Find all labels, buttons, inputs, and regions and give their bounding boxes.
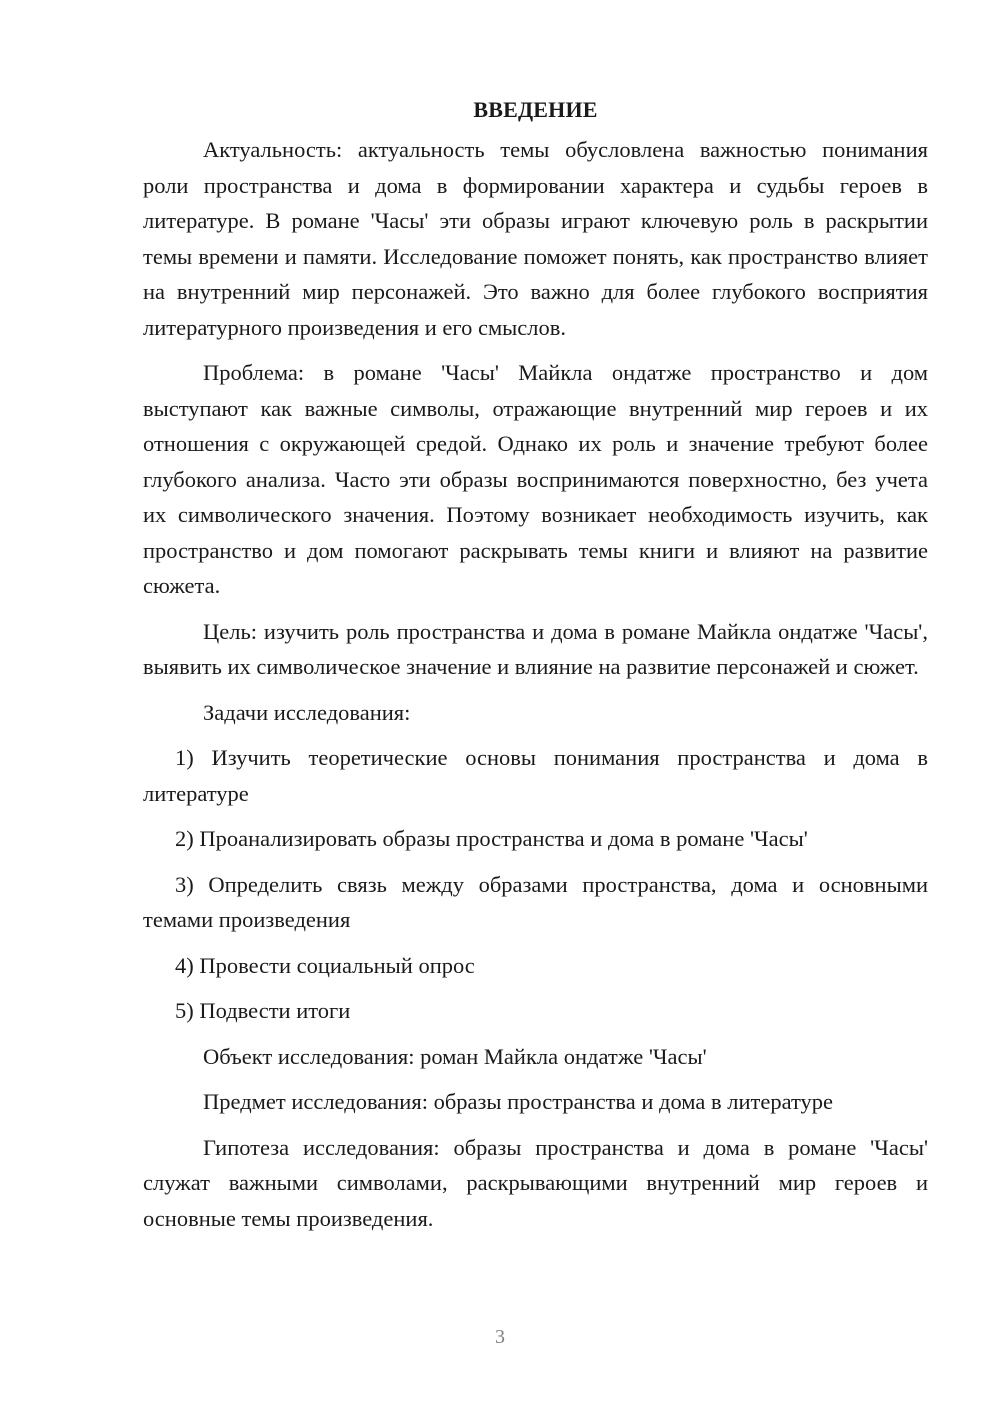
paragraph-subject: Предмет исследования: образы пространства и дома в литературе — [203, 1089, 834, 1114]
paragraph-relevance: Актуальность: актуальность темы обусловлена важностью понимания роли пространства и дома в формировании характера и судьбы героев в литературе. В романе 'Часы' эти образы играют ключевую роль в раскрытии темы времени и памяти. Исследование поможет понять, как пространство влияет на внутренний мир персонажей. Это важно для более глубокого восприятия литературного произведения и его смыслов. — [143, 137, 928, 340]
paragraph-hypothesis: Гипотеза исследования: образы пространства и дома в романе 'Часы' служат важными символами, раскрывающими внутренний мир героев и основные темы произведения. — [143, 1134, 928, 1231]
task-item-2: 2) Проанализировать образы пространства и дома в романе 'Часы' — [175, 826, 808, 851]
page-title: ВВЕДЕНИЕ — [473, 97, 598, 122]
paragraph-object: Объект исследования: роман Майкла ондатже 'Часы' — [203, 1043, 707, 1069]
paragraph-problem: Проблема: в романе 'Часы' Майкла ондатже пространство и дом выступают как важные символы, отражающие внутренний мир героев и их отношения с окружающей средой. Однако их роль и значение требуют более глубокого анализа. Часто эти образы воспринимаются поверхностно, без учета их символического значения. Поэтому возникает необходимость изучить, как пространство и дом помогают раскрывать темы книги и влияют на развитие сюжета. — [143, 360, 928, 598]
task-item-5: 5) Подвести итоги — [175, 998, 351, 1023]
task-item-4: 4) Провести социальный опрос — [175, 952, 475, 978]
task-item-1: 1) Изучить теоретические основы понимания пространства и дома в литературе — [143, 745, 928, 806]
paragraph-goal: Цель: изучить роль пространства и дома в романе Майкла ондатже 'Часы', выявить их символическое значение и влияние на развитие персонажей и сюжет. — [143, 618, 928, 679]
page-content — [143, 92, 928, 1246]
page-number: 3 — [495, 1326, 505, 1348]
paragraph-tasks-heading: Задачи исследования: — [203, 699, 411, 725]
task-item-3: 3) Определить связь между образами пространства, дома и основными темами произведения — [143, 871, 928, 932]
